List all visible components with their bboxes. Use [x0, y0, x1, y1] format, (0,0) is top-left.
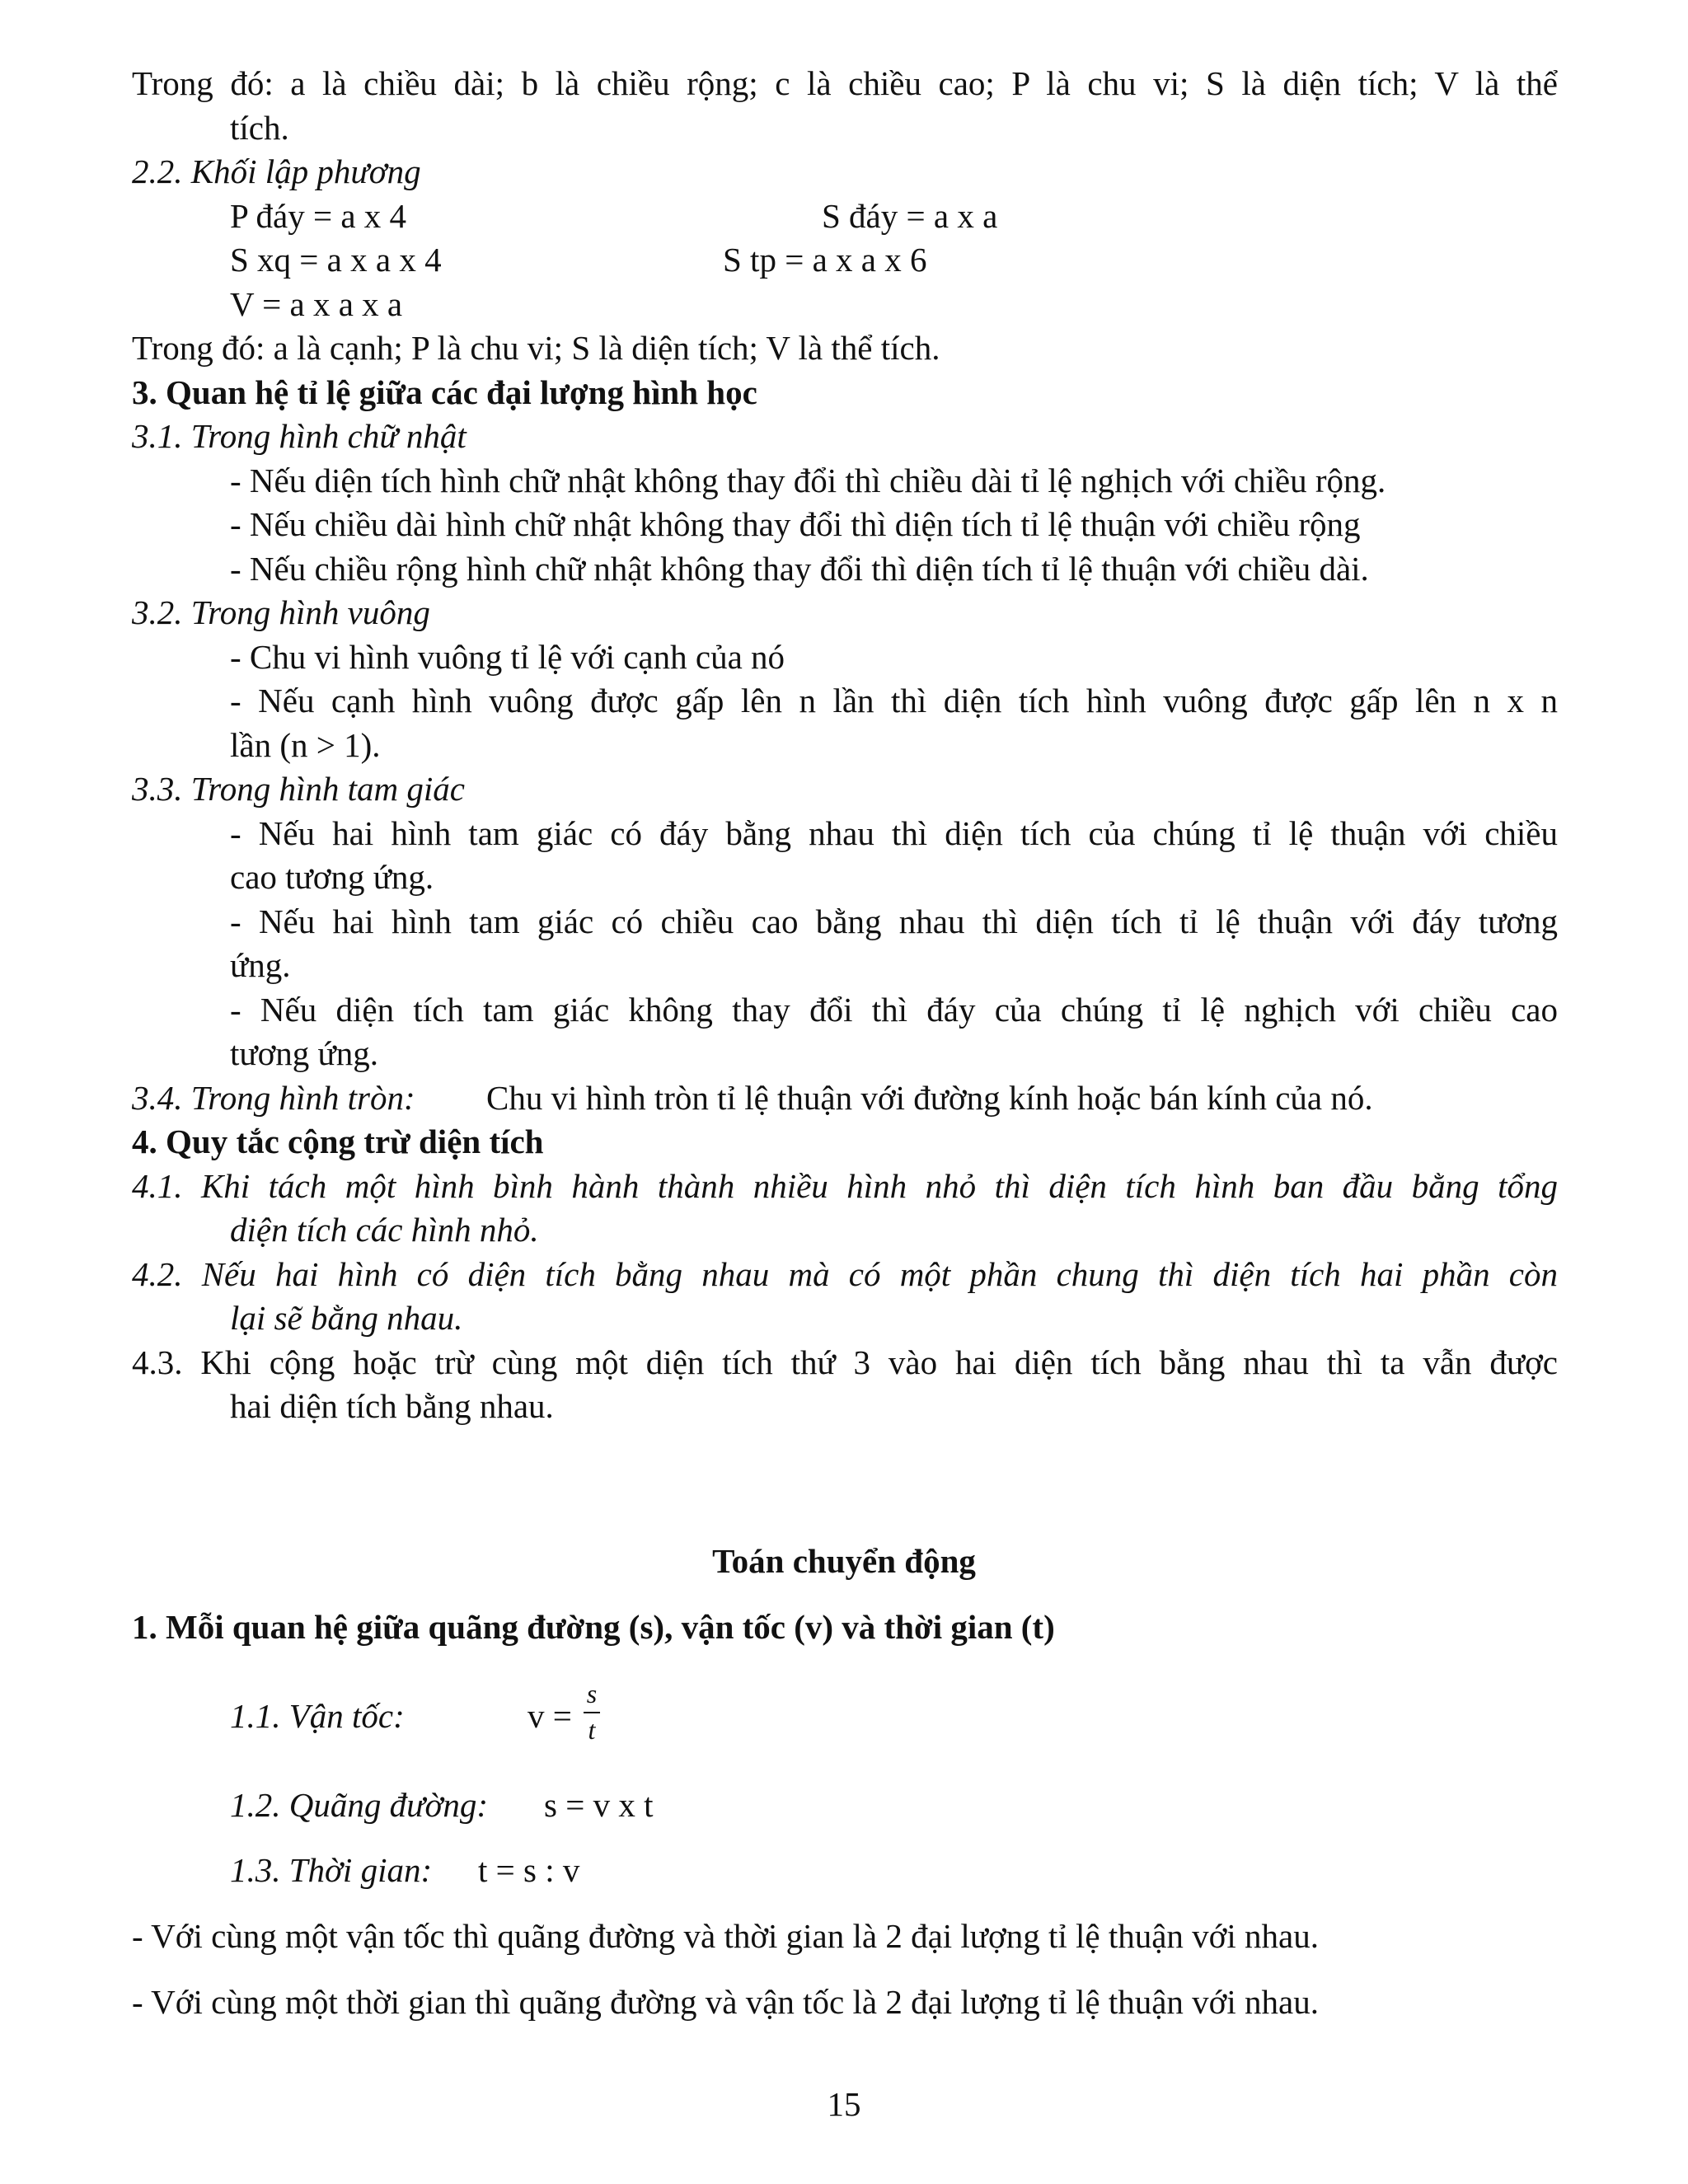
list-item: - Nếu chiều dài hình chữ nhật không thay đổi thì diện tích tỉ lệ thuận với chiều rộng	[230, 505, 1361, 543]
list-item: - Nếu hai hình tam giác có chiều cao bằng nhau thì diện tích tỉ lệ thuận với đáy tương	[230, 902, 1558, 940]
fraction-bar	[584, 1712, 600, 1713]
formula: P đáy = a x 4	[230, 197, 407, 235]
page-number: 15	[827, 2085, 861, 2123]
text-line: Trong đó: a là chiều dài; b là chiều rộng; c là chiều cao; P là chu vi; S là diện tích; V là thể	[132, 64, 1558, 102]
rule-item: 4.2. Nếu hai hình có diện tích bằng nhau mà có một phần chung thì diện tích hai phần còn	[132, 1255, 1558, 1293]
formula-label: 1.3. Thời gian:	[230, 1851, 433, 1889]
section-title: Toán chuyển động	[712, 1542, 976, 1580]
list-item: - Nếu diện tích tam giác không thay đổi thì đáy của chúng tỉ lệ nghịch với chiều cao	[230, 991, 1558, 1029]
section-heading: 1. Mỗi quan hệ giữa quãng đường (s), vận tốc (v) và thời gian (t)	[132, 1608, 1055, 1646]
list-item: - Nếu cạnh hình vuông được gấp lên n lần thì diện tích hình vuông được gấp lên n x n	[230, 682, 1558, 719]
text-line: - Với cùng một vận tốc thì quãng đường và thời gian là 2 đại lượng tỉ lệ thuận với nhau.	[132, 1917, 1319, 1955]
formula-label: 1.1. Vận tốc:	[230, 1697, 405, 1735]
text-line: tích.	[230, 109, 289, 147]
formula-label: 1.2. Quãng đường:	[230, 1786, 489, 1824]
text-line: lại sẽ bằng nhau.	[230, 1299, 463, 1337]
subsection-heading: 3.3. Trong hình tam giác	[132, 770, 465, 808]
list-item: - Chu vi hình vuông tỉ lệ với cạnh của nó	[230, 638, 785, 676]
formula: S tp = a x a x 6	[723, 241, 927, 279]
rule-item: 4.3. Khi cộng hoặc trừ cùng một diện tích thứ 3 vào hai diện tích bằng nhau thì ta vẫn được	[132, 1343, 1558, 1381]
section-heading: 3. Quan hệ tỉ lệ giữa các đại lượng hình học	[132, 373, 757, 411]
formula: t = s : v	[478, 1851, 580, 1889]
text-line: lần (n > 1).	[230, 726, 381, 764]
list-item: - Nếu hai hình tam giác có đáy bằng nhau thì diện tích của chúng tỉ lệ thuận với chiều	[230, 814, 1558, 852]
text-line: Chu vi hình tròn tỉ lệ thuận với đường kính hoặc bán kính của nó.	[486, 1079, 1373, 1117]
text-line: tương ứng.	[230, 1034, 379, 1072]
rule-item: 4.1. Khi tách một hình bình hành thành nhiều hình nhỏ thì diện tích hình ban đầu bằng tổng	[132, 1167, 1558, 1205]
list-item: - Nếu diện tích hình chữ nhật không thay đổi thì chiều dài tỉ lệ nghịch với chiều rộng.	[230, 462, 1386, 499]
formula: V = a x a x a	[230, 285, 403, 323]
subsection-heading: 3.1. Trong hình chữ nhật	[132, 417, 467, 455]
subsection-heading: 3.4. Trong hình tròn:	[132, 1079, 415, 1117]
formula: s = v x t	[544, 1786, 654, 1824]
text-line: diện tích các hình nhỏ.	[230, 1211, 539, 1249]
fraction-numerator: s	[586, 1679, 598, 1708]
text-line: - Với cùng một thời gian thì quãng đường và vận tốc là 2 đại lượng tỉ lệ thuận với nhau.	[132, 1983, 1319, 2021]
list-item: - Nếu chiều rộng hình chữ nhật không thay đổi thì diện tích tỉ lệ thuận với chiều dài.	[230, 550, 1369, 588]
text-line: ứng.	[230, 946, 291, 984]
section-heading: 4. Quy tắc cộng trừ diện tích	[132, 1122, 544, 1160]
subsection-heading: 2.2. Khối lập phương	[132, 152, 421, 190]
formula-lhs: v =	[528, 1697, 572, 1735]
formula: S xq = a x a x 4	[230, 241, 442, 279]
text-line: Trong đó: a là cạnh; P là chu vi; S là diện tích; V là thể tích.	[132, 329, 940, 367]
text-line: cao tương ứng.	[230, 858, 434, 896]
fraction-denominator: t	[588, 1715, 596, 1745]
subsection-heading: 3.2. Trong hình vuông	[132, 593, 430, 631]
formula: S đáy = a x a	[822, 197, 998, 235]
text-line: hai diện tích bằng nhau.	[230, 1387, 554, 1425]
